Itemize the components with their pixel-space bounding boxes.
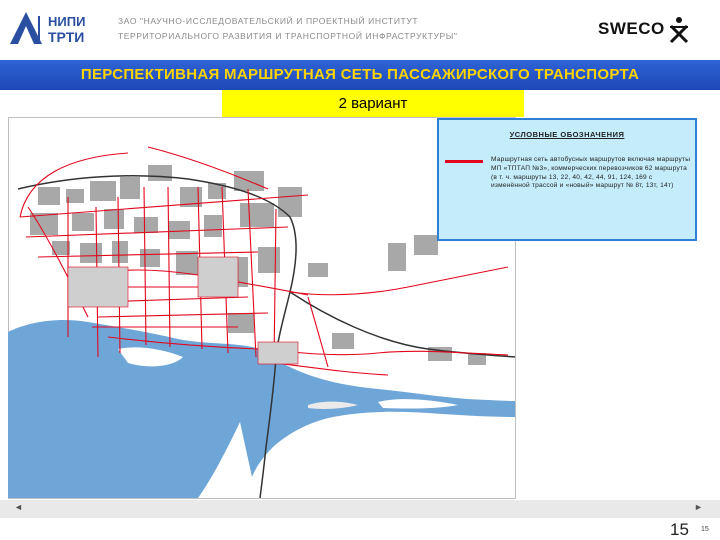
route-line <box>168 187 170 347</box>
svg-text:НИПИ: НИПИ <box>48 14 86 29</box>
legend-title: УСЛОВНЫЕ ОБОЗНАЧЕНИЯ <box>509 130 625 139</box>
next-slide-arrow-icon[interactable]: ► <box>694 502 703 512</box>
organization-name-line-2: ТЕРРИТОРИАЛЬНОГО РАЗВИТИЯ И ТРАНСПОРТНОЙ ИНФРАСТРУКТУРЫ" <box>118 31 458 41</box>
slide-title: ПЕРСПЕКТИВНАЯ МАРШРУТНАЯ СЕТЬ ПАССАЖИРСКОГО ТРАНСПОРТА <box>80 66 640 83</box>
legend-route-line-swatch <box>445 160 483 163</box>
previous-slide-arrow-icon[interactable]: ◄ <box>14 502 23 512</box>
page-number-small: 15 <box>701 526 709 533</box>
nipi-trti-logo-icon <box>8 10 108 44</box>
slide-navigation-bar <box>0 500 720 518</box>
route-line <box>274 209 276 363</box>
legend-route-description: Маршрутная сеть автобусных маршрутов включая маршруты МП «ТПТАП №3», коммерческих перевозчиков 62 маршрута (в т. ч. маршруты 13, 22, 40, 42, 44, 91, 124, 169 с изменённой трассой и «новый» маршрут № 8т, 13т, 14т) <box>491 156 691 190</box>
river-water <box>240 349 515 477</box>
sweco-logo-text: SWECO <box>598 19 665 38</box>
variant-label: 2 вариант <box>222 90 524 117</box>
route-line <box>308 297 328 367</box>
organization-name <box>118 14 457 44</box>
title-band <box>0 60 720 90</box>
sweco-logo <box>598 14 690 44</box>
svg-text:ТРТИ: ТРТИ <box>48 29 85 44</box>
page-number: 15 <box>670 520 689 539</box>
legend-panel <box>437 118 697 241</box>
railway-line <box>290 292 515 357</box>
sweco-emblem-icon <box>668 15 690 43</box>
slide-header <box>0 0 720 50</box>
organization-name-line-1: ЗАО "НАУЧНО-ИССЛЕДОВАТЕЛЬСКИЙ И ПРОЕКТНЫЙ ИНСТИТУТ <box>118 16 419 26</box>
nipi-trti-logo <box>8 10 108 44</box>
